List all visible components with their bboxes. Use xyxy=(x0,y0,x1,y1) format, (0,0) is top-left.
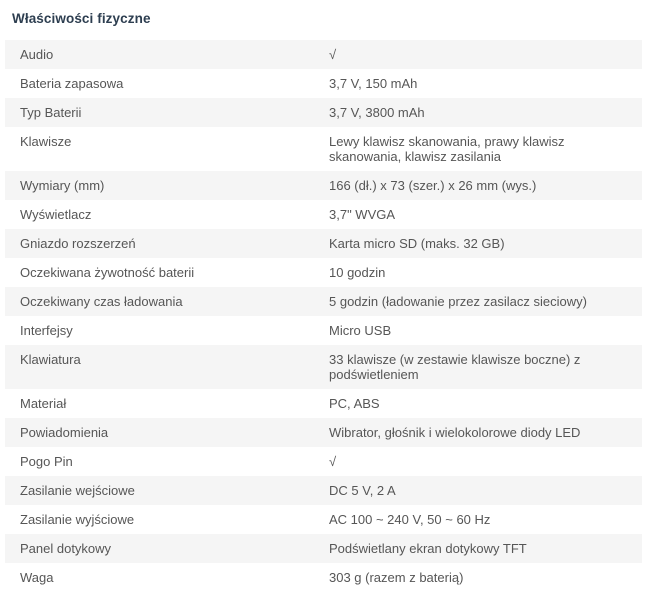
table-row xyxy=(5,316,642,345)
spec-value: Wibrator, głośnik i wielokolorowe diody LED xyxy=(329,425,581,440)
spec-value: 33 klawisze (w zestawie klawisze boczne) z podświetleniem xyxy=(329,352,581,382)
spec-value: √ xyxy=(329,454,337,469)
spec-label: Wyświetlacz xyxy=(20,207,92,222)
table-row xyxy=(5,229,642,258)
spec-value: 166 (dł.) x 73 (szer.) x 26 mm (wys.) xyxy=(329,178,537,193)
table-row xyxy=(5,98,642,127)
table-row xyxy=(5,258,642,287)
spec-label: Klawisze xyxy=(20,134,72,149)
table-row xyxy=(5,563,642,592)
table-row xyxy=(5,345,642,389)
spec-value: 3,7 V, 3800 mAh xyxy=(329,105,425,120)
table-row xyxy=(5,505,642,534)
spec-label: Oczekiwana żywotność baterii xyxy=(20,265,195,280)
spec-value: Micro USB xyxy=(329,323,392,338)
spec-label: Waga xyxy=(20,570,54,585)
table-row xyxy=(5,40,642,69)
table-row xyxy=(5,287,642,316)
spec-label: Interfejsy xyxy=(20,323,73,338)
spec-value: Podświetlany ekran dotykowy TFT xyxy=(329,541,527,556)
spec-label: Typ Baterii xyxy=(20,105,82,120)
section-title: Właściwości fizyczne xyxy=(12,11,151,26)
spec-label: Oczekiwany czas ładowania xyxy=(20,294,183,309)
spec-value: 303 g (razem z baterią) xyxy=(329,570,464,585)
spec-label: Klawiatura xyxy=(20,352,81,367)
table-row xyxy=(5,447,642,476)
table-row xyxy=(5,389,642,418)
spec-value: 3,7" WVGA xyxy=(329,207,396,222)
spec-label: Zasilanie wejściowe xyxy=(20,483,135,498)
spec-label: Materiał xyxy=(20,396,67,411)
spec-value: 10 godzin xyxy=(329,265,386,280)
spec-value: AC 100 ~ 240 V, 50 ~ 60 Hz xyxy=(329,512,491,527)
table-row xyxy=(5,171,642,200)
table-row xyxy=(5,69,642,98)
table-row xyxy=(5,200,642,229)
spec-label: Powiadomienia xyxy=(20,425,109,440)
spec-value: PC, ABS xyxy=(329,396,380,411)
spec-value: DC 5 V, 2 A xyxy=(329,483,396,498)
spec-value: Lewy klawisz skanowania, prawy klawisz skanowania, klawisz zasilania xyxy=(329,134,565,164)
spec-label: Gniazdo rozszerzeń xyxy=(20,236,136,251)
spec-label: Bateria zapasowa xyxy=(20,76,124,91)
spec-value: 5 godzin (ładowanie przez zasilacz sieciowy) xyxy=(329,294,587,309)
table-row xyxy=(5,476,642,505)
spec-label: Wymiary (mm) xyxy=(20,178,105,193)
spec-value: √ xyxy=(329,47,337,62)
spec-label: Audio xyxy=(20,47,54,62)
spec-value: Karta micro SD (maks. 32 GB) xyxy=(329,236,505,251)
spec-label: Panel dotykowy xyxy=(20,541,112,556)
table-row xyxy=(5,127,642,171)
spec-label: Pogo Pin xyxy=(20,454,73,469)
spec-label: Zasilanie wyjściowe xyxy=(20,512,135,527)
spec-table xyxy=(5,40,642,592)
spec-value: 3,7 V, 150 mAh xyxy=(329,76,418,91)
table-row xyxy=(5,418,642,447)
table-row xyxy=(5,534,642,563)
